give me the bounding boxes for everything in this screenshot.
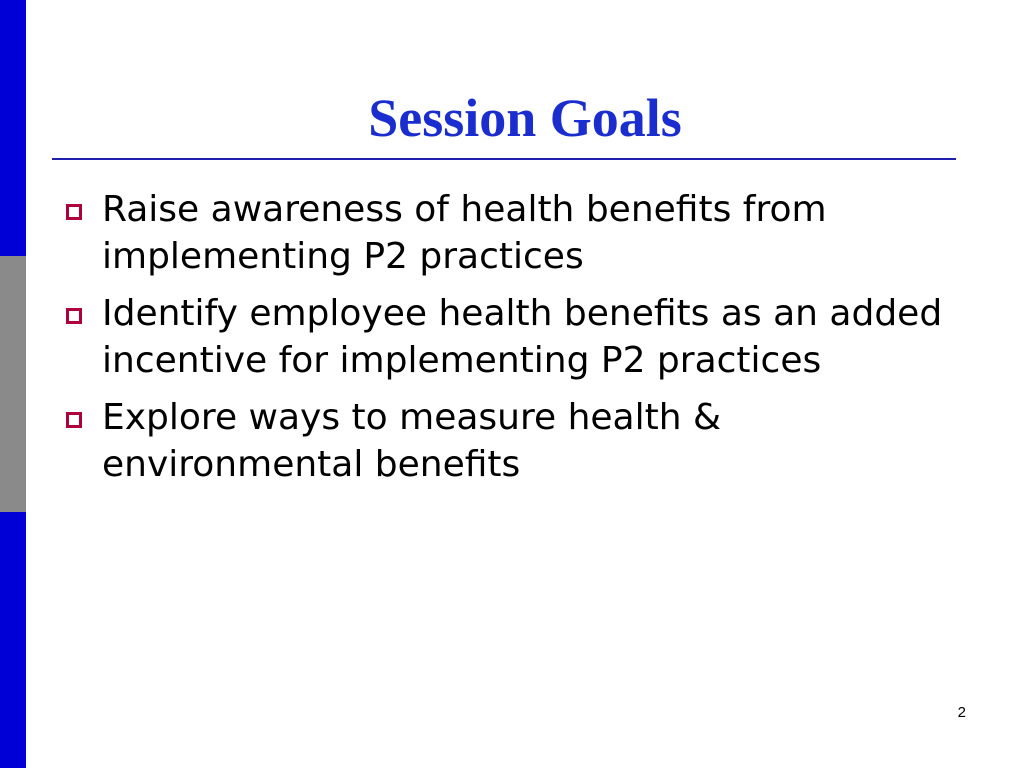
page-number: 2 bbox=[957, 704, 966, 721]
square-bullet-icon bbox=[66, 204, 82, 220]
square-bullet-icon bbox=[66, 412, 82, 428]
slide-title: Session Goals bbox=[368, 88, 682, 148]
title-underline bbox=[52, 158, 956, 160]
bullet-list bbox=[62, 186, 962, 498]
square-bullet-icon bbox=[66, 308, 82, 324]
bullet-text: Identify employee health benefits as an added incentive for implementing P2 practices bbox=[102, 293, 943, 381]
side-bar-gray-block bbox=[0, 256, 26, 512]
bullet-item bbox=[62, 186, 962, 280]
bullet-text: Raise awareness of health benefits from implementing P2 practices bbox=[102, 189, 827, 277]
bullet-item bbox=[62, 394, 962, 488]
bullet-text: Explore ways to measure health & environmental benefits bbox=[102, 397, 722, 485]
bullet-item bbox=[62, 290, 962, 384]
